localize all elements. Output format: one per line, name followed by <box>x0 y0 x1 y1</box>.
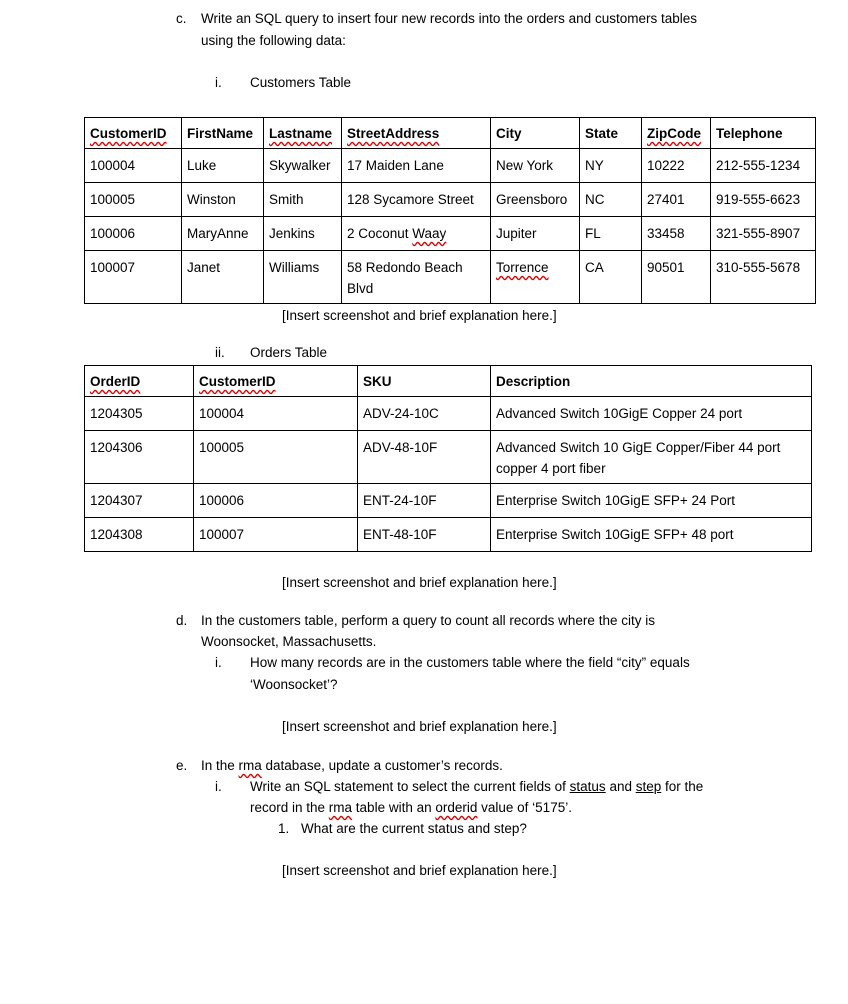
column-header: State <box>580 118 642 149</box>
table-row <box>85 518 812 552</box>
table-cell: Smith <box>264 183 342 217</box>
table-row <box>85 397 812 431</box>
table-row <box>85 217 816 251</box>
table-cell: 128 Sycamore Street <box>342 183 491 217</box>
table-cell: 919-555-6623 <box>711 183 816 217</box>
table-cell: NY <box>580 149 642 183</box>
table-cell: FL <box>580 217 642 251</box>
table-cell: Janet <box>182 251 264 304</box>
text: step <box>635 779 662 794</box>
column-header: Lastname <box>264 118 342 149</box>
table-cell: 100005 <box>194 431 358 484</box>
section-d-sub-line1: How many records are in the customers table where the field “city” equals <box>250 655 690 670</box>
table-cell: ADV-24-10C <box>358 397 491 431</box>
table-row <box>85 431 812 484</box>
section-e-num-marker: 1. <box>278 821 290 836</box>
section-d-line2: Woonsocket, Massachusetts. <box>201 634 377 649</box>
table-cell: 100007 <box>194 518 358 552</box>
column-header: FirstName <box>182 118 264 149</box>
table-cell: 1204307 <box>85 484 194 518</box>
column-header: CustomerID <box>85 118 182 149</box>
table-cell: 1204305 <box>85 397 194 431</box>
table-cell: 1204306 <box>85 431 194 484</box>
table-row <box>85 149 816 183</box>
column-header: SKU <box>358 366 491 397</box>
text: rma <box>238 758 262 773</box>
section-e-sub-line2 <box>250 797 572 818</box>
placeholder-3: [Insert screenshot and brief explanation here.] <box>282 719 557 734</box>
table-cell: Williams <box>264 251 342 304</box>
section-d-marker: d. <box>176 613 188 628</box>
text: record in the <box>250 800 329 815</box>
table-cell: Jupiter <box>491 217 580 251</box>
text: for the <box>661 779 704 794</box>
table-cell: MaryAnne <box>182 217 264 251</box>
table-cell: Greensboro <box>491 183 580 217</box>
section-d-line1: In the customers table, perform a query to count all records where the city is <box>201 613 655 628</box>
table-cell: ENT-24-10F <box>358 484 491 518</box>
table-cell: Enterprise Switch 10GigE SFP+ 48 port <box>491 518 812 552</box>
table-cell: 100006 <box>85 217 182 251</box>
table-cell: 10222 <box>642 149 711 183</box>
table-header-row <box>85 366 812 397</box>
column-header: Description <box>491 366 812 397</box>
table-cell: 27401 <box>642 183 711 217</box>
table-cell: 58 Redondo Beach Blvd <box>342 251 491 304</box>
section-e-sub-marker: i. <box>215 779 222 794</box>
text: table with an <box>352 800 436 815</box>
customers-title: Customers Table <box>250 75 352 90</box>
table-row <box>85 183 816 217</box>
table-cell: CA <box>580 251 642 304</box>
section-e-marker: e. <box>176 758 188 773</box>
table-cell: 100004 <box>194 397 358 431</box>
placeholder-4: [Insert screenshot and brief explanation here.] <box>282 863 557 878</box>
table-cell: NC <box>580 183 642 217</box>
text: database, update a customer’s records. <box>261 758 503 773</box>
table-cell: Jenkins <box>264 217 342 251</box>
table-cell: ADV-48-10F <box>358 431 491 484</box>
text: value of ‘5175’. <box>477 800 572 815</box>
table-cell: 321-555-8907 <box>711 217 816 251</box>
section-e-sub-line1 <box>250 776 703 797</box>
section-e-num-text: What are the current status and step? <box>301 821 527 836</box>
orders-marker: ii. <box>215 345 225 360</box>
table-cell: Advanced Switch 10GigE Copper 24 port <box>491 397 812 431</box>
section-d-sub-line2: ‘Woonsocket’? <box>250 677 338 692</box>
table-cell: Luke <box>182 149 264 183</box>
table-cell: 310-555-5678 <box>711 251 816 304</box>
column-header: City <box>491 118 580 149</box>
orders-title: Orders Table <box>250 345 328 360</box>
table-row <box>85 251 816 304</box>
text: orderid <box>435 800 478 815</box>
table-cell: 100004 <box>85 149 182 183</box>
orders-table <box>84 365 812 552</box>
section-c-line1: Write an SQL query to insert four new records into the orders and customers tables <box>201 11 697 26</box>
placeholder-1: [Insert screenshot and brief explanation here.] <box>282 308 557 323</box>
text: rma <box>328 800 353 815</box>
table-cell: 1204308 <box>85 518 194 552</box>
table-cell: Winston <box>182 183 264 217</box>
table-cell: New York <box>491 149 580 183</box>
column-header: CustomerID <box>194 366 358 397</box>
text: status <box>569 779 606 794</box>
column-header: ZipCode <box>642 118 711 149</box>
customers-marker: i. <box>215 75 222 90</box>
section-c-line2: using the following data: <box>201 33 346 48</box>
table-cell: 100006 <box>194 484 358 518</box>
customers-table <box>84 117 816 304</box>
text: Torrence <box>496 260 549 275</box>
table-cell: 17 Maiden Lane <box>342 149 491 183</box>
table-cell: Advanced Switch 10 GigE Copper/Fiber 44 port copper 4 port fiber <box>491 431 812 484</box>
table-cell: 100007 <box>85 251 182 304</box>
text: Write an SQL statement to select the current fields of <box>250 779 570 794</box>
column-header: Telephone <box>711 118 816 149</box>
table-cell: Enterprise Switch 10GigE SFP+ 24 Port <box>491 484 812 518</box>
section-d-sub-marker: i. <box>215 655 222 670</box>
table-cell: Skywalker <box>264 149 342 183</box>
table-cell: 212-555-1234 <box>711 149 816 183</box>
table-cell: 33458 <box>642 217 711 251</box>
table-cell: 90501 <box>642 251 711 304</box>
column-header: StreetAddress <box>342 118 491 149</box>
text: In the <box>201 758 239 773</box>
table-cell <box>491 251 580 304</box>
table-cell: ENT-48-10F <box>358 518 491 552</box>
table-header-row <box>85 118 816 149</box>
table-cell: 100005 <box>85 183 182 217</box>
text: Waay <box>412 226 447 241</box>
column-header: OrderID <box>85 366 194 397</box>
section-e-line1 <box>201 755 503 776</box>
placeholder-2: [Insert screenshot and brief explanation here.] <box>282 575 557 590</box>
table-row <box>85 484 812 518</box>
text: and <box>605 779 636 794</box>
table-cell: 2 Coconut Waay <box>342 217 491 251</box>
section-c-marker: c. <box>176 11 187 26</box>
